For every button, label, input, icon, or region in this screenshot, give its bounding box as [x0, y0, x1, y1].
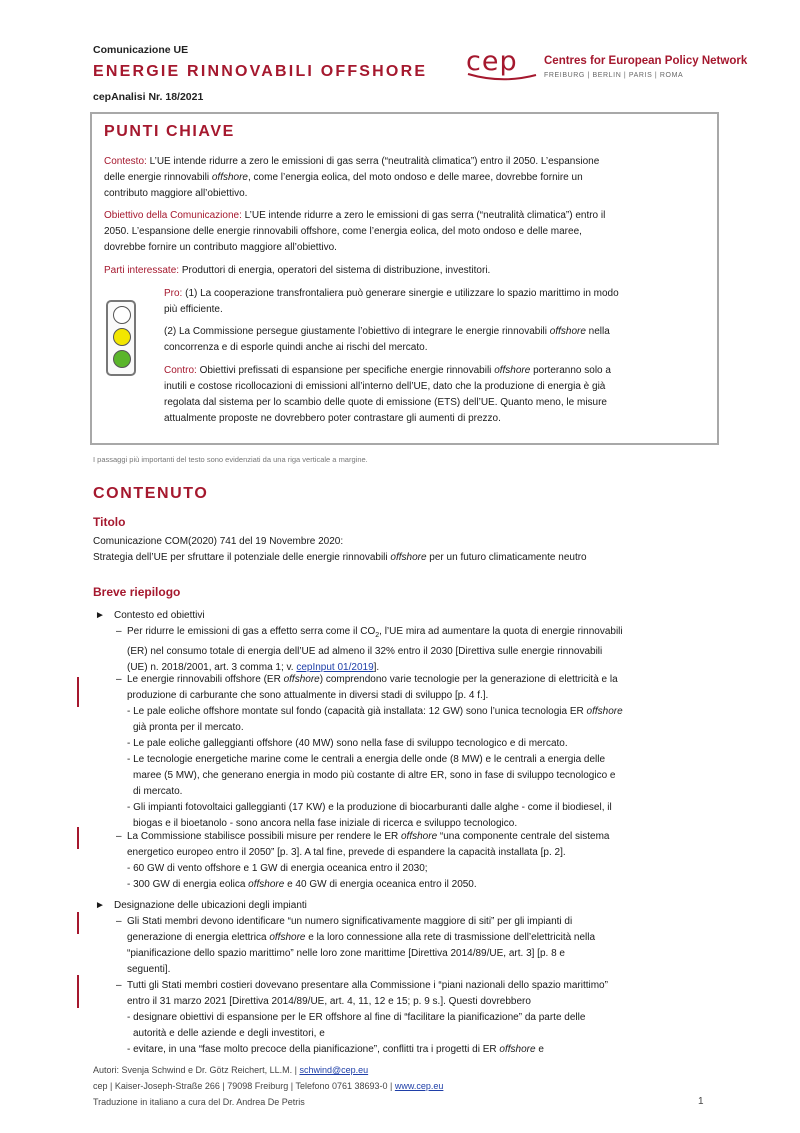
section-1-bullet-icon: ►: [95, 610, 105, 621]
footer-authors-text: Autori: Svenja Schwind e Dr. Götz Reichert, LL.M. |: [93, 1065, 300, 1075]
highlight-bar: [77, 677, 79, 707]
key-points-title: PUNTI CHIAVE: [104, 123, 235, 140]
document-category: Comunicazione UE: [93, 44, 189, 56]
s2-a-line2b: e la loro connessione alla rete di trasmissione dell’elettricità nella: [305, 932, 596, 943]
s2-a-line4: seguenti].: [127, 964, 171, 975]
document-title: ENERGIE RINNOVABILI OFFSHORE: [93, 63, 428, 80]
obiettivo-line2: 2050. L’espansione delle energie rinnovabili offshore, come l’energia eolica, del moto ondoso e delle maree,: [104, 226, 582, 237]
s1-b-line1b: ) comprendono varie tecnologie per la generazione di elettricità e la: [319, 674, 618, 685]
s1-b-sub4: - Gli impianti fotovoltaici galleggianti (17 KW) e la produzione di biocarburanti dalle alghe - come il biodiesel, il biogas e il bioetanolo - sono ancora nella fase iniziale di ricerca e sviluppo tecnologico.: [127, 802, 612, 829]
co2-sub: 2: [375, 632, 380, 639]
dash-icon: –: [116, 916, 122, 927]
s2-a-line1: Gli Stati membri devono identificare “un numero significativamente maggiore di siti” per gli impianti di: [127, 916, 573, 927]
highlight-bar: [77, 912, 79, 934]
contesto-line2-em: offshore: [211, 172, 248, 183]
dash-icon: –: [116, 831, 122, 842]
pro-2-paragraph: [164, 324, 710, 356]
s1-a-line1b: , l’UE mira ad aumentare la quota di energie rinnovabili: [379, 626, 623, 637]
obiettivo-line3: dovrebbe fornire un contributo maggiore all’obiettivo.: [104, 242, 337, 253]
s2-b-sub2b: e: [535, 1044, 544, 1055]
s1-b-sub3c: di mercato.: [133, 786, 183, 797]
contesto-line2b: , come l’energia eolica, del moto ondoso e delle maree, dovrebbe fornire un: [248, 172, 583, 183]
s2-b-sub2: - evitare, in una “fase molto precoce della pianificazione”, conflitti tra i progetti di ER offshore e: [127, 1044, 544, 1055]
s2-a-line2a: generazione di energia elettrica: [127, 932, 270, 943]
s1-c-sub1: - 60 GW di vento offshore e 1 GW di energia oceanica entro il 2030;: [127, 863, 428, 874]
parti-paragraph: [104, 263, 708, 279]
contesto-line3: contributo maggiore all’obiettivo.: [104, 188, 248, 199]
titolo-text: [93, 534, 713, 566]
highlight-footnote: I passaggi più importanti del testo sono evidenziati da una riga verticale a margine.: [93, 455, 368, 464]
pro-1-paragraph: [164, 286, 710, 318]
s1-b-sub4a: Gli impianti fotovoltaici galleggianti (17 KW) e la produzione di biocarburanti dalle alghe - come il biodiesel, il: [133, 802, 612, 813]
contro-paragraph: [164, 363, 710, 427]
highlight-bar: [77, 827, 79, 849]
traffic-light-icon: [106, 300, 136, 376]
pro-label: Pro:: [164, 288, 183, 299]
contro-line3: regolata dal sistema per lo scambio delle quote di emissione (ETS) dell’UE. Quanto meno, le misure: [164, 397, 607, 408]
s1-c-line1b: “una componente centrale del sistema: [437, 831, 610, 842]
s2-b-sub1b: autorità e delle aziende e degli investitori, e: [133, 1028, 325, 1039]
pro-1-line2: più efficiente.: [164, 304, 223, 315]
riepilogo-label: Breve riepilogo: [93, 585, 181, 599]
footer-address: [93, 1078, 443, 1094]
s1-b-subitems: [127, 704, 709, 832]
contro-line2: inutili e costose ricollocazioni di emissioni all’interno dell’UE, dato che la produzione di energia è già: [164, 381, 606, 392]
logo-cities: FREIBURG | BERLIN | PARIS | ROMA: [544, 72, 684, 79]
s2-item-b: [127, 978, 709, 1010]
dash-icon: –: [116, 674, 122, 685]
parti-text: Produttori di energia, operatori del sistema di distribuzione, investitori.: [181, 265, 491, 276]
s1-item-a: [127, 624, 709, 676]
s1-a-line3b: ].: [373, 662, 380, 673]
traffic-light-top: [113, 306, 131, 324]
s1-b-sub2: - Le pale eoliche galleggianti offshore (40 MW) sono nella fase di sviluppo tecnologico e di mercato.: [127, 738, 568, 749]
s1-b-sub3: - Le tecnologie energetiche marine come le centrali a energia delle onde (8 MW) e le centrali a energia delle maree (5 MW), che generano energia in modo più costante di altre ER, sono in fase di sviluppo tecnologico e di mercato.: [127, 754, 616, 797]
s1-b-sub3a: Le tecnologie energetiche marine come le centrali a energia delle onde (8 MW) e le centrali a energia delle: [133, 754, 606, 765]
obiettivo-paragraph: [104, 208, 708, 256]
titolo-label: Titolo: [93, 515, 126, 529]
footer-address-text: cep | Kaiser-Joseph-Straße 266 | 79098 Freiburg | Telefono 0761 38693-0 |: [93, 1081, 395, 1091]
s1-item-b: [127, 672, 709, 704]
s2-b-subitems: [127, 1010, 709, 1058]
traffic-light-middle: [113, 328, 131, 346]
s1-c-em: offshore: [401, 831, 438, 842]
cep-logo: [466, 46, 750, 88]
pro-2-em: offshore: [549, 326, 586, 337]
highlight-bar: [77, 975, 79, 1008]
s1-a-line1: Per ridurre le emissioni di gas a effetto serra come il CO: [127, 626, 376, 637]
dash-icon: –: [116, 980, 122, 991]
s2-b-sub2-em: offshore: [499, 1044, 536, 1055]
s1-b-sub3b: maree (5 MW), che generano energia in modo più costante di altre ER, sono in fase di sviluppo tecnologico e: [133, 770, 616, 781]
s2-b-line2: entro il 31 marzo 2021 [Direttiva 2014/89/UE, art. 4, 11, 12 e 15; p. 9 s.]. Questi dovrebbero: [127, 996, 531, 1007]
s2-b-sub1a: designare obiettivi di espansione per le ER offshore al fine di “facilitare la pianificazione” da parte delle: [133, 1012, 586, 1023]
s1-b-line1a: Le energie rinnovabili offshore (ER: [127, 674, 284, 685]
s1-b-em: offshore: [283, 674, 320, 685]
titolo-line2a: Strategia dell’UE per sfruttare il potenziale delle energie rinnovabili: [93, 552, 391, 563]
footer-authors: [93, 1062, 368, 1078]
s1-c-sub2a: - 300 GW di energia eolica: [127, 879, 249, 890]
s1-b-sub1a: Le pale eoliche offshore montate sul fondo (capacità già installata: 12 GW) sono l’unica tecnologia ER: [133, 706, 587, 717]
s1-c-line1a: La Commissione stabilisce possibili misure per rendere le ER: [127, 831, 401, 842]
contro-line1b: porteranno solo a: [530, 365, 611, 376]
obiettivo-label: Obiettivo della Comunicazione:: [104, 210, 242, 221]
content-heading: CONTENUTO: [93, 485, 209, 502]
pro-2-line1b: nella: [585, 326, 610, 337]
s1-b-sub1b: già pronta per il mercato.: [133, 722, 244, 733]
page-number: 1: [698, 1096, 704, 1107]
s1-b-sub2-text: Le pale eoliche galleggianti offshore (40 MW) sono nella fase di sviluppo tecnologico e di mercato.: [133, 738, 568, 749]
s1-a-line2: (ER) nel consumo totale di energia dell’UE ad almeno il 32% entro il 2030 [Direttiva sulle energie rinnovabili: [127, 646, 603, 657]
s2-a-em: offshore: [269, 932, 306, 943]
s1-item-c: [127, 829, 709, 893]
s1-b-sub1: - Le pale eoliche offshore montate sul fondo (capacità già installata: 12 GW) sono l’unica tecnologia ER offshore già pronta per il mercato.: [127, 706, 623, 733]
logo-swoosh-icon: [466, 72, 538, 82]
parti-label: Parti interessate:: [104, 265, 180, 276]
key-points-box: [90, 112, 719, 445]
s2-b-sub1: - designare obiettivi di espansione per le ER offshore al fine di “facilitare la pianificazione” da parte delle autorità e delle aziende e degli investitori, e: [127, 1012, 586, 1039]
logo-network-name: Centres for European Policy Network: [544, 55, 748, 67]
contro-line4: attualmente proposte ne dovrebbero poter contrastare gli aumenti di prezzo.: [164, 413, 501, 424]
titolo-line1: Comunicazione COM(2020) 741 del 19 Novembre 2020:: [93, 536, 344, 547]
contesto-label: Contesto:: [104, 156, 147, 167]
website-link[interactable]: www.cep.eu: [394, 1081, 444, 1091]
s1-c-sub2b: e 40 GW di energia oceanica entro il 2050.: [284, 879, 477, 890]
pro-2-line1a: (2) La Commissione persegue giustamente l’obiettivo di integrare le energie rinnovabili: [164, 326, 550, 337]
contro-em: offshore: [494, 365, 531, 376]
s2-b-sub2a: evitare, in una “fase molto precoce della pianificazione”, conflitti tra i progetti di ER: [133, 1044, 500, 1055]
s1-c-sub2-em: offshore: [248, 879, 285, 890]
pro-1-line1: (1) La cooperazione transfrontaliera può generare sinergie e utilizzare lo spazio marittimo in modo: [185, 288, 619, 299]
pro-2-line2: concorrenza e di esporle quindi anche ai rischi del mercato.: [164, 342, 428, 353]
s1-b-sub1-em: offshore: [586, 706, 623, 717]
s2-a-line3: “pianificazione dello spazio marittimo” nelle loro zone marittime [Direttiva 2014/89/UE, art. 3] [p. 8 e: [127, 948, 565, 959]
section-2-title: Designazione delle ubicazioni degli impianti: [114, 900, 307, 911]
s2-b-line1: Tutti gli Stati membri costieri dovevano presentare alla Commissione i “piani nazionali dello spazio marittimo”: [127, 980, 608, 991]
titolo-line2b: per un futuro climaticamente neutro: [426, 552, 587, 563]
contesto-line2a: delle energie rinnovabili: [104, 172, 212, 183]
traffic-light-bottom: [113, 350, 131, 368]
contro-label: Contro:: [164, 365, 197, 376]
s1-a-line3a: (UE) n. 2018/2001, art. 3 comma 1; v.: [127, 662, 297, 673]
document-number: cepAnalisi Nr. 18/2021: [93, 91, 204, 103]
s2-item-a: [127, 914, 709, 978]
contro-line1a: Obiettivi prefissati di espansione per specifiche energie rinnovabili: [199, 365, 495, 376]
section-1-title: Contesto ed obiettivi: [114, 610, 205, 621]
logo-wordmark: cep: [466, 46, 518, 77]
cepinput-link[interactable]: cepInput 01/2019: [296, 662, 374, 673]
contesto-line1: L’UE intende ridurre a zero le emissioni di gas serra (“neutralità climatica”) entro il 2050. L’espansione: [149, 156, 600, 167]
obiettivo-line1: L’UE intende ridurre a zero le emissioni di gas serra (“neutralità climatica”) entro il: [244, 210, 606, 221]
contesto-paragraph: [104, 154, 708, 202]
titolo-em: offshore: [390, 552, 427, 563]
s1-c-line2: energetico europeo entro il 2050” [p. 3]. A tal fine, prevede di espandere la capacità installata [p. 2].: [127, 847, 566, 858]
section-2-bullet-icon: ►: [95, 900, 105, 911]
s1-b-line2: produzione di carburante che sono attualmente in diversi stadi di sviluppo [p. 4 f.].: [127, 690, 489, 701]
author-email-link[interactable]: schwind@cep.eu: [299, 1065, 369, 1075]
s1-b-sub4b: biogas e il bioetanolo - sono ancora nella fase iniziale di ricerca e sviluppo tecnologico.: [133, 818, 518, 829]
footer-translation: Traduzione in italiano a cura del Dr. Andrea De Petris: [93, 1097, 305, 1107]
dash-icon: –: [116, 626, 122, 637]
